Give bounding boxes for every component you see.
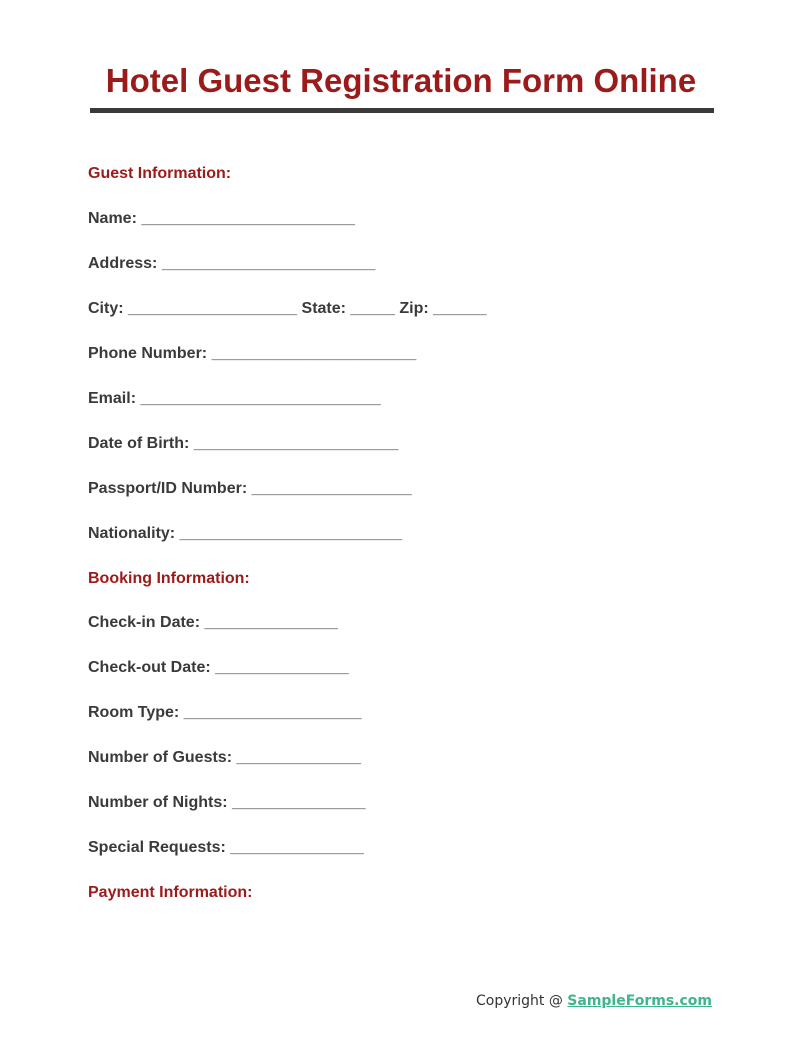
check-in-date-field[interactable]: Check-in Date: _______________ — [88, 614, 338, 631]
page-title: Hotel Guest Registration Form Online — [105, 62, 697, 99]
copyright-text: Copyright @ — [475, 993, 568, 1009]
number-of-nights-field[interactable]: Number of Nights: _______________ — [88, 794, 366, 811]
email-field[interactable]: Email: ___________________________ — [88, 390, 381, 407]
city-state-zip-field[interactable]: City: ___________________ State: _____ Zip: ______ — [88, 300, 487, 317]
check-out-date-field[interactable]: Check-out Date: _______________ — [88, 659, 349, 676]
copyright-footer — [476, 991, 712, 1011]
special-requests-field[interactable]: Special Requests: _______________ — [88, 839, 364, 856]
section-heading-guest-information: Guest Information: — [88, 165, 232, 182]
passport-id-number-field[interactable]: Passport/ID Number: __________________ — [88, 480, 412, 497]
section-heading-payment-information: Payment Information: — [88, 884, 253, 901]
sampleforms-link[interactable]: SampleForms.com — [567, 993, 712, 1009]
date-of-birth-field[interactable]: Date of Birth: _______________________ — [88, 435, 399, 452]
nationality-field[interactable]: Nationality: _________________________ — [88, 525, 403, 542]
number-of-guests-field[interactable]: Number of Guests: ______________ — [88, 749, 362, 766]
phone-number-field[interactable]: Phone Number: _______________________ — [88, 345, 417, 362]
address-field[interactable]: Address: ________________________ — [88, 255, 376, 272]
room-type-field[interactable]: Room Type: ____________________ — [88, 704, 362, 721]
name-field[interactable]: Name: ________________________ — [88, 210, 355, 227]
section-heading-booking-information: Booking Information: — [88, 570, 250, 587]
title-underline — [90, 108, 714, 113]
